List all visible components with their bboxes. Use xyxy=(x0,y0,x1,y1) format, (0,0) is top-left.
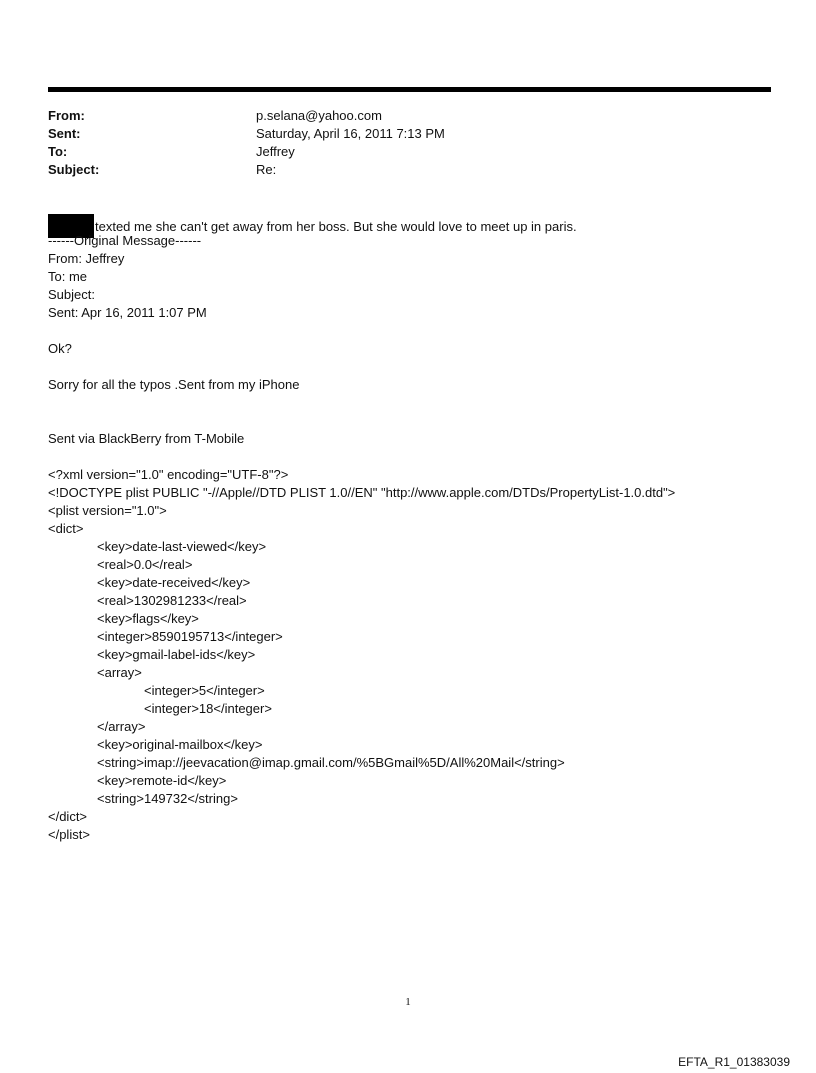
to-label: To: xyxy=(48,144,68,159)
message-first-line xyxy=(48,214,788,232)
xml-line: <key>gmail-label-ids</key> xyxy=(97,647,256,662)
blackberry-signature: Sent via BlackBerry from T-Mobile xyxy=(48,431,245,446)
xml-line: <key>remote-id</key> xyxy=(97,773,227,788)
original-message-divider: ------Original Message------ xyxy=(48,233,202,248)
message-text: texted me she can't get away from her boss. But she would love to meet up in paris. xyxy=(95,219,577,234)
orig-subject: Subject: xyxy=(48,287,95,302)
subject-label: Subject: xyxy=(48,162,100,177)
xml-line: <integer>8590195713</integer> xyxy=(97,629,283,644)
subject-value: Re: xyxy=(256,162,277,177)
xml-line: <key>date-last-viewed</key> xyxy=(97,539,267,554)
ok-line: Ok? xyxy=(48,341,72,356)
to-value: Jeffrey xyxy=(256,144,295,159)
xml-line: <real>0.0</real> xyxy=(97,557,193,572)
xml-line: <integer>18</integer> xyxy=(144,701,272,716)
xml-line: <!DOCTYPE plist PUBLIC "-//Apple//DTD PLIST 1.0//EN" "http://www.apple.com/DTDs/PropertyList-1.0.dtd"> xyxy=(48,485,676,500)
email-header xyxy=(48,107,445,179)
orig-from: From: Jeffrey xyxy=(48,251,125,266)
page-number: 1 xyxy=(405,996,411,1008)
sent-row xyxy=(48,125,445,143)
subject-row xyxy=(48,161,277,179)
from-label: From: xyxy=(48,108,85,123)
from-row xyxy=(48,107,382,125)
email-body xyxy=(48,214,788,844)
xml-line: </array> xyxy=(97,719,146,734)
xml-line: </dict> xyxy=(48,809,88,824)
sent-value: Saturday, April 16, 2011 7:13 PM xyxy=(256,126,445,141)
xml-line: <string>imap://jeevacation@imap.gmail.com/%5BGmail%5D/All%20Mail</string> xyxy=(97,755,565,770)
iphone-signature: Sorry for all the typos .Sent from my iPhone xyxy=(48,377,300,392)
sent-label: Sent: xyxy=(48,126,81,141)
xml-line: <key>original-mailbox</key> xyxy=(97,737,263,752)
xml-line: <dict> xyxy=(48,521,84,536)
xml-block xyxy=(48,466,788,844)
xml-line: </plist> xyxy=(48,827,90,842)
bates-number: EFTA_R1_01383039 xyxy=(678,1055,790,1069)
header-rule xyxy=(48,87,771,92)
xml-line: <key>flags</key> xyxy=(97,611,199,626)
xml-line: <integer>5</integer> xyxy=(144,683,265,698)
from-value: p.selana@yahoo.com xyxy=(256,108,382,123)
orig-to: To: me xyxy=(48,269,88,284)
to-row xyxy=(48,143,295,161)
xml-line: <real>1302981233</real> xyxy=(97,593,247,608)
xml-line: <string>149732</string> xyxy=(97,791,238,806)
xml-line: <?xml version="1.0" encoding="UTF-8"?> xyxy=(48,467,289,482)
orig-sent: Sent: Apr 16, 2011 1:07 PM xyxy=(48,305,207,320)
xml-line: <key>date-received</key> xyxy=(97,575,251,590)
xml-line: <plist version="1.0"> xyxy=(48,503,167,518)
xml-line: <array> xyxy=(97,665,142,680)
